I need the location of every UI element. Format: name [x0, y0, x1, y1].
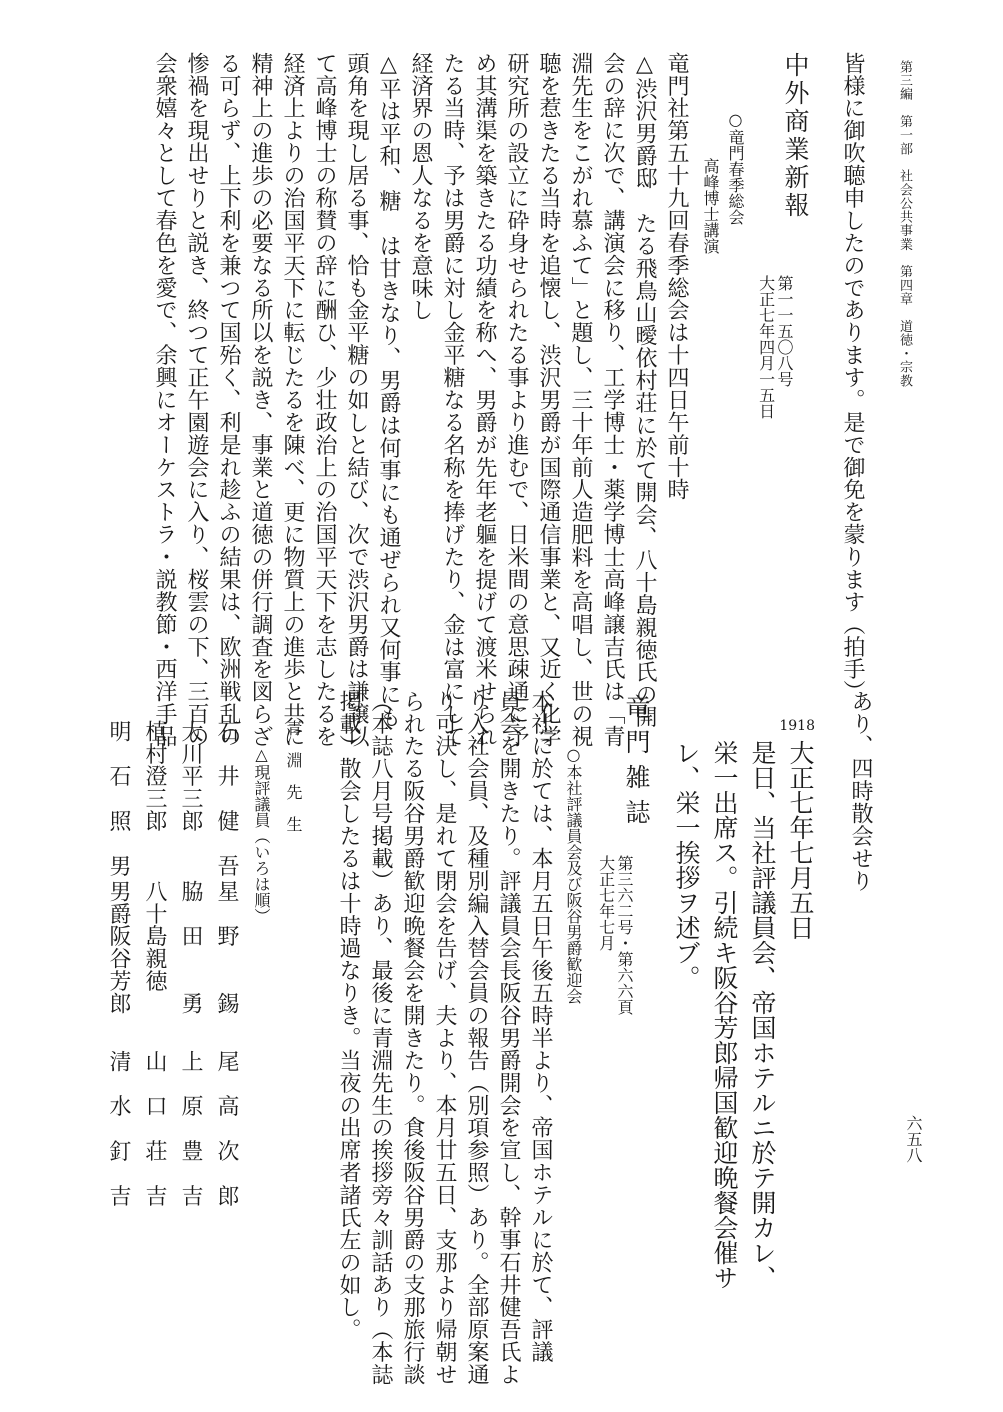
issue-date: 大正七年四月一五日 [756, 275, 776, 419]
entry-line: 是日、当社評議員会、帝国ホテルニ於テ開カレ、 [748, 740, 777, 1290]
member-name: 男爵阪谷芳郎 [106, 880, 131, 1015]
list-heading: 青 淵 先 生 [284, 720, 303, 832]
body-line: る可らず、上下利を兼つて国殆く、利是れ趁ふの結果は、欧洲戦乱の [216, 52, 241, 748]
headline: ○竜門春季総会 [726, 110, 745, 225]
member-name: 八十島親徳 [142, 880, 167, 993]
body-line: 淵先生をこがれ慕ふて」と題し、三十年前人造肥料を高唱し、世の視 [568, 52, 593, 748]
year-number: 1918 [779, 718, 815, 734]
body-line: 研究所の設立に砕身せられたる事より進むで、日米間の意思疎通に予 [504, 52, 529, 748]
body-line: り可決し、是れて閉会を告げ、夫より、本月廿五日、支那より帰朝せ [432, 690, 457, 1386]
member-name: 大川平三郎 [178, 720, 203, 833]
member-name: 星 野 錫 [214, 880, 239, 1015]
body-line: 本社に於ては、本月五日午後五時半より、帝国ホテルに於て、評議 [528, 690, 553, 1364]
running-head: 第三編 第一部 社会公共事業 第四章 道徳・宗教 [897, 60, 912, 388]
body-line: （本誌八月号掲載）あり、最後に青淵先生の挨拶旁々訓話あり（本誌 [368, 690, 393, 1386]
headline: ○本社評議員会及び阪谷男爵歓迎会 [564, 745, 583, 1004]
entry-line: 栄一出席ス。引続キ阪谷芳郎帰国歓迎晩餐会催サ [710, 740, 739, 1290]
body-line: 掲載）散会したるは十時過なりき。当夜の出席者諸氏左の如し。 [336, 690, 361, 1341]
source-issue [596, 855, 633, 1015]
body-line: 経済上よりの治国平天下に転じたるを陳べ、更に物質上の進歩と共に [280, 52, 305, 748]
body-line: て高峰博士の称賛の辞に酬ひ、少壮政治上の治国平天下を志したるを [312, 52, 337, 748]
member-name: 尾 高 次 郎 [214, 1050, 239, 1208]
member-name: 上 原 豊 吉 [178, 1050, 203, 1208]
issue-date: 大正七年七月 [596, 855, 616, 951]
continuation-line: あり、四時散会せり [848, 690, 873, 892]
lead-line: 皆様に御吹聴申したのであります。是で御免を蒙ります（拍手） [840, 52, 865, 703]
body-line: られたる阪谷男爵歓迎晩餐会を開きたり。食後阪谷男爵の支那旅行談 [400, 690, 425, 1386]
source-title: 中外商業新報 [781, 52, 810, 220]
member-name: 明 石 照 男 [106, 720, 131, 878]
member-name: 植村澄三郎 [142, 720, 167, 833]
member-name: 石 井 健 吾 [214, 720, 239, 878]
body-line: 精神上の進歩の必要なる所以を説き、事業と道徳の併行調査を図らざ [248, 52, 273, 748]
body-line: 聴を惹きたる当時を追懐し、渋沢男爵が国際通信事業と、又近く化学 [536, 52, 561, 748]
body-line: 会の辞に次で、講演会に移り、工学博士・薬学博士高峰譲吉氏は「青 [600, 52, 625, 748]
source-issue [756, 275, 793, 419]
member-name: 山 口 荘 吉 [142, 1050, 167, 1208]
body-line: 惨禍を現出せりと説き、終つて正午園遊会に入り、桜雲の下、三百の [184, 52, 209, 748]
member-name: 清 水 釘 吉 [106, 1050, 131, 1208]
subheadline: 高峰博士講演 [701, 158, 720, 254]
body-line: 頭角を現し居る事、恰も金平糖の如しと結び、次で渋沢男爵は謙譲以 [344, 52, 369, 748]
body-line: △渋沢男爵邸 たる飛鳥山曖依村荘に於て開会、八十島親徳氏の開 [632, 52, 657, 729]
page-number: 六五八 [904, 1115, 923, 1163]
body-line: 員会を開きたり。評議員会長阪谷男爵開会を宣し、幹事石井健吾氏よ [496, 690, 521, 1386]
body-line: め其溝渠を築きたる功績を称へ、男爵が先年老軀を提げて渡米せられ [472, 52, 497, 748]
source-title: 竜門雑誌 [622, 694, 651, 834]
entry-date: 大正七年七月五日 [786, 740, 815, 940]
issue-number: 第一一五〇八号 [775, 275, 794, 387]
issue-number: 第三六二号・第六六頁 [615, 855, 634, 1015]
entry-line: レ、栄一挨拶ヲ述ブ。 [672, 740, 701, 990]
list-heading: △現評議員（いろは順） [252, 745, 271, 924]
body-line: △平は平和、糖 は甘きなり、男爵は何事にも通ぜられ又何事にも [376, 52, 401, 729]
body-line: 竜門社第五十九回春季総会は十四日午前十時 [664, 52, 689, 501]
body-line: 経済界の恩人なるを意味し [408, 52, 433, 322]
body-line: り入社会員、及種別編入替会員の報告（別項参照）あり。全部原案通 [464, 690, 489, 1386]
body-line: たる当時、予は男爵に対し金平糖なる名称を捧げたり、金は富にして [440, 52, 465, 748]
body-line: 会衆嬉々として春色を愛で、余興にオーケストラ・説教節・西洋手品 [152, 52, 177, 748]
member-name: 脇 田 勇 [178, 880, 203, 1015]
